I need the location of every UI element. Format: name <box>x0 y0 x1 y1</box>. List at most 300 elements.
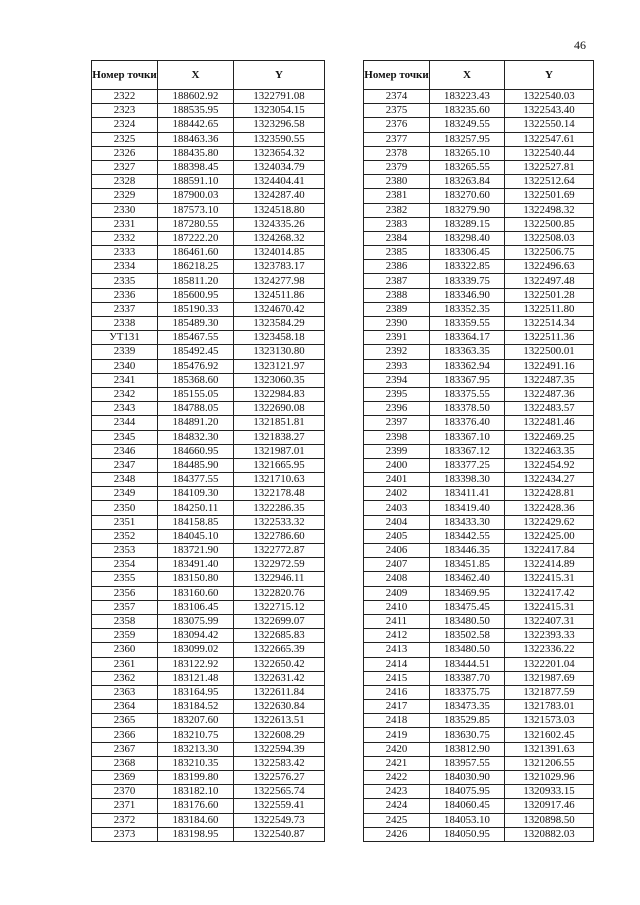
point-number-cell: 2414 <box>364 657 430 671</box>
point-number-cell: 2343 <box>92 402 158 416</box>
y-coordinate-cell: 1322501.28 <box>505 288 594 302</box>
table-row <box>92 671 325 685</box>
point-number-cell: 2329 <box>92 189 158 203</box>
point-number-cell: 2421 <box>364 756 430 770</box>
y-coordinate-cell: 1324335.26 <box>234 217 325 231</box>
table-row <box>364 430 594 444</box>
table-row <box>92 189 325 203</box>
x-coordinate-cell: 188591.10 <box>158 175 234 189</box>
table-row <box>92 458 325 472</box>
column-header-x: X <box>430 61 505 90</box>
y-coordinate-cell: 1322496.63 <box>505 260 594 274</box>
coordinates-table-right <box>363 60 594 842</box>
table-row <box>92 317 325 331</box>
point-number-cell: 2323 <box>92 104 158 118</box>
y-coordinate-cell: 1322407.31 <box>505 614 594 628</box>
x-coordinate-cell: 183122.92 <box>158 657 234 671</box>
x-coordinate-cell: 183121.48 <box>158 671 234 685</box>
table-row <box>92 544 325 558</box>
y-coordinate-cell: 1323060.35 <box>234 373 325 387</box>
table-row <box>92 614 325 628</box>
table-row <box>364 742 594 756</box>
y-coordinate-cell: 1324511.86 <box>234 288 325 302</box>
point-number-cell: 2376 <box>364 118 430 132</box>
point-number-cell: 2379 <box>364 160 430 174</box>
table-row <box>364 813 594 827</box>
y-coordinate-cell: 1323783.17 <box>234 260 325 274</box>
y-coordinate-cell: 1324518.80 <box>234 203 325 217</box>
y-coordinate-cell: 1322498.32 <box>505 203 594 217</box>
table-row <box>364 302 594 316</box>
x-coordinate-cell: 183451.85 <box>430 558 505 572</box>
table-row <box>92 331 325 345</box>
y-coordinate-cell: 1324268.32 <box>234 231 325 245</box>
y-coordinate-cell: 1323584.29 <box>234 317 325 331</box>
point-number-cell: 2405 <box>364 529 430 543</box>
y-coordinate-cell: 1322500.85 <box>505 217 594 231</box>
table-row <box>92 359 325 373</box>
table-row <box>364 799 594 813</box>
table-row <box>364 473 594 487</box>
point-number-cell: 2333 <box>92 246 158 260</box>
table-row <box>364 586 594 600</box>
table-row <box>92 728 325 742</box>
x-coordinate-cell: 187573.10 <box>158 203 234 217</box>
column-header-y: Y <box>505 61 594 90</box>
point-number-cell: 2331 <box>92 217 158 231</box>
table-row <box>364 685 594 699</box>
y-coordinate-cell: 1322611.84 <box>234 685 325 699</box>
y-coordinate-cell: 1324670.42 <box>234 302 325 316</box>
y-coordinate-cell: 1322512.64 <box>505 175 594 189</box>
y-coordinate-cell: 1322685.83 <box>234 629 325 643</box>
point-number-cell: 2357 <box>92 600 158 614</box>
y-coordinate-cell: 1322576.27 <box>234 771 325 785</box>
y-coordinate-cell: 1320882.03 <box>505 827 594 841</box>
point-number-cell: 2338 <box>92 317 158 331</box>
point-number-cell: 2353 <box>92 544 158 558</box>
x-coordinate-cell: 183444.51 <box>430 657 505 671</box>
x-coordinate-cell: 183469.95 <box>430 586 505 600</box>
y-coordinate-cell: 1322511.80 <box>505 302 594 316</box>
point-number-cell: 2383 <box>364 217 430 231</box>
coordinates-table-left <box>91 60 325 842</box>
point-number-cell: 2361 <box>92 657 158 671</box>
y-coordinate-cell: 1322972.59 <box>234 558 325 572</box>
point-number-cell: 2327 <box>92 160 158 174</box>
table-row <box>92 813 325 827</box>
point-number-cell: 2346 <box>92 444 158 458</box>
point-number-cell: 2374 <box>364 90 430 104</box>
point-number-cell: 2324 <box>92 118 158 132</box>
table-row <box>364 104 594 118</box>
table-row <box>92 657 325 671</box>
y-coordinate-cell: 1322594.39 <box>234 742 325 756</box>
x-coordinate-cell: 183213.30 <box>158 742 234 756</box>
table-row <box>364 827 594 841</box>
y-coordinate-cell: 1321665.95 <box>234 458 325 472</box>
point-number-cell: 2344 <box>92 416 158 430</box>
y-coordinate-cell: 1321987.01 <box>234 444 325 458</box>
x-coordinate-cell: 186218.25 <box>158 260 234 274</box>
x-coordinate-cell: 185368.60 <box>158 373 234 387</box>
point-number-cell: 2371 <box>92 799 158 813</box>
x-coordinate-cell: 183957.55 <box>430 756 505 770</box>
y-coordinate-cell: 1322286.35 <box>234 501 325 515</box>
x-coordinate-cell: 186461.60 <box>158 246 234 260</box>
table-row <box>364 728 594 742</box>
point-number-cell: 2403 <box>364 501 430 515</box>
y-coordinate-cell: 1320933.15 <box>505 785 594 799</box>
x-coordinate-cell: 184053.10 <box>430 813 505 827</box>
x-coordinate-cell: 185600.95 <box>158 288 234 302</box>
y-coordinate-cell: 1322463.35 <box>505 444 594 458</box>
column-header-y: Y <box>234 61 325 90</box>
point-number-cell: 2325 <box>92 132 158 146</box>
x-coordinate-cell: 183184.60 <box>158 813 234 827</box>
point-number-cell: 2402 <box>364 487 430 501</box>
x-coordinate-cell: 183387.70 <box>430 671 505 685</box>
x-coordinate-cell: 184045.10 <box>158 529 234 543</box>
y-coordinate-cell: 1321029.96 <box>505 771 594 785</box>
point-number-cell: 2366 <box>92 728 158 742</box>
table-row <box>364 501 594 515</box>
y-coordinate-cell: 1324404.41 <box>234 175 325 189</box>
point-number-cell: 2362 <box>92 671 158 685</box>
x-coordinate-cell: 187222.20 <box>158 231 234 245</box>
table-row <box>364 345 594 359</box>
y-coordinate-cell: 1322540.44 <box>505 146 594 160</box>
y-coordinate-cell: 1322425.00 <box>505 529 594 543</box>
y-coordinate-cell: 1323054.15 <box>234 104 325 118</box>
x-coordinate-cell: 188398.45 <box>158 160 234 174</box>
y-coordinate-cell: 1322508.03 <box>505 231 594 245</box>
y-coordinate-cell: 1321987.69 <box>505 671 594 685</box>
table-row <box>364 217 594 231</box>
y-coordinate-cell: 1322630.84 <box>234 700 325 714</box>
x-coordinate-cell: 183419.40 <box>430 501 505 515</box>
table-row <box>364 756 594 770</box>
point-number-cell: 2390 <box>364 317 430 331</box>
point-number-cell: 2334 <box>92 260 158 274</box>
x-coordinate-cell: 183462.40 <box>430 572 505 586</box>
point-number-cell: 2378 <box>364 146 430 160</box>
point-number-cell: 2369 <box>92 771 158 785</box>
table-row <box>92 444 325 458</box>
x-coordinate-cell: 183473.35 <box>430 700 505 714</box>
y-coordinate-cell: 1322429.62 <box>505 515 594 529</box>
table-row <box>364 288 594 302</box>
point-number-cell: 2389 <box>364 302 430 316</box>
point-number-cell: 2367 <box>92 742 158 756</box>
table-row <box>364 544 594 558</box>
x-coordinate-cell: 183502.58 <box>430 629 505 643</box>
point-number-cell: 2407 <box>364 558 430 572</box>
x-coordinate-cell: 184377.55 <box>158 473 234 487</box>
point-number-cell: 2354 <box>92 558 158 572</box>
table-row <box>92 231 325 245</box>
x-coordinate-cell: 183480.50 <box>430 614 505 628</box>
x-coordinate-cell: 183367.12 <box>430 444 505 458</box>
point-number-cell: 2409 <box>364 586 430 600</box>
table-row <box>92 345 325 359</box>
table-row <box>92 685 325 699</box>
x-coordinate-cell: 183442.55 <box>430 529 505 543</box>
x-coordinate-cell: 183106.45 <box>158 600 234 614</box>
point-number-cell: 2394 <box>364 373 430 387</box>
table-row <box>92 515 325 529</box>
table-row <box>364 132 594 146</box>
point-number-cell: 2336 <box>92 288 158 302</box>
table-row <box>364 714 594 728</box>
x-coordinate-cell: 183164.95 <box>158 685 234 699</box>
table-row <box>364 246 594 260</box>
point-number-cell: 2423 <box>364 785 430 799</box>
y-coordinate-cell: 1324034.79 <box>234 160 325 174</box>
column-header-point: Номер точки <box>92 61 158 90</box>
table-row <box>92 629 325 643</box>
y-coordinate-cell: 1322501.69 <box>505 189 594 203</box>
x-coordinate-cell: 188435.80 <box>158 146 234 160</box>
x-coordinate-cell: 184050.95 <box>430 827 505 841</box>
y-coordinate-cell: 1322336.22 <box>505 643 594 657</box>
x-coordinate-cell: 183346.90 <box>430 288 505 302</box>
x-coordinate-cell: 185811.20 <box>158 274 234 288</box>
point-number-cell: 2412 <box>364 629 430 643</box>
x-coordinate-cell: 183160.60 <box>158 586 234 600</box>
x-coordinate-cell: 183352.35 <box>430 302 505 316</box>
y-coordinate-cell: 1322559.41 <box>234 799 325 813</box>
point-number-cell: 2356 <box>92 586 158 600</box>
table-row <box>364 416 594 430</box>
y-coordinate-cell: 1322481.46 <box>505 416 594 430</box>
y-coordinate-cell: 1322434.27 <box>505 473 594 487</box>
x-coordinate-cell: 183378.50 <box>430 402 505 416</box>
table-row <box>92 373 325 387</box>
table-row <box>364 175 594 189</box>
point-number-cell: 2399 <box>364 444 430 458</box>
table-row <box>364 657 594 671</box>
table-row <box>364 317 594 331</box>
x-coordinate-cell: 183812.90 <box>430 742 505 756</box>
x-coordinate-cell: 183223.43 <box>430 90 505 104</box>
y-coordinate-cell: 1324287.40 <box>234 189 325 203</box>
table-row <box>364 359 594 373</box>
y-coordinate-cell: 1322540.03 <box>505 90 594 104</box>
x-coordinate-cell: 183411.41 <box>430 487 505 501</box>
y-coordinate-cell: 1322417.84 <box>505 544 594 558</box>
table-row <box>92 473 325 487</box>
point-number-cell: 2372 <box>92 813 158 827</box>
x-coordinate-cell: 183289.15 <box>430 217 505 231</box>
point-number-cell: 2377 <box>364 132 430 146</box>
table-row <box>364 572 594 586</box>
table-row <box>364 629 594 643</box>
x-coordinate-cell: 183075.99 <box>158 614 234 628</box>
point-number-cell: 2395 <box>364 387 430 401</box>
table-row <box>92 714 325 728</box>
y-coordinate-cell: 1321877.59 <box>505 685 594 699</box>
x-coordinate-cell: 184788.05 <box>158 402 234 416</box>
point-number-cell: 2342 <box>92 387 158 401</box>
y-coordinate-cell: 1322417.42 <box>505 586 594 600</box>
x-coordinate-cell: 184109.30 <box>158 487 234 501</box>
x-coordinate-cell: 185190.33 <box>158 302 234 316</box>
y-coordinate-cell: 1322201.04 <box>505 657 594 671</box>
x-coordinate-cell: 188463.36 <box>158 132 234 146</box>
point-number-cell: 2391 <box>364 331 430 345</box>
table-row <box>92 430 325 444</box>
column-header-point: Номер точки <box>364 61 430 90</box>
x-coordinate-cell: 183270.60 <box>430 189 505 203</box>
table-row <box>92 274 325 288</box>
y-coordinate-cell: 1322550.14 <box>505 118 594 132</box>
x-coordinate-cell: 183375.75 <box>430 685 505 699</box>
point-number-cell: 2408 <box>364 572 430 586</box>
x-coordinate-cell: 188602.92 <box>158 90 234 104</box>
y-coordinate-cell: 1324277.98 <box>234 274 325 288</box>
y-coordinate-cell: 1322393.33 <box>505 629 594 643</box>
x-coordinate-cell: 184030.90 <box>430 771 505 785</box>
point-number-cell: 2358 <box>92 614 158 628</box>
table-row <box>364 487 594 501</box>
y-coordinate-cell: 1322540.87 <box>234 827 325 841</box>
point-number-cell: 2404 <box>364 515 430 529</box>
x-coordinate-cell: 183306.45 <box>430 246 505 260</box>
x-coordinate-cell: 185155.05 <box>158 387 234 401</box>
table-row <box>364 529 594 543</box>
point-number-cell: 2410 <box>364 600 430 614</box>
y-coordinate-cell: 1323654.32 <box>234 146 325 160</box>
x-coordinate-cell: 183182.10 <box>158 785 234 799</box>
y-coordinate-cell: 1322178.48 <box>234 487 325 501</box>
y-coordinate-cell: 1322549.73 <box>234 813 325 827</box>
x-coordinate-cell: 183398.30 <box>430 473 505 487</box>
x-coordinate-cell: 183359.55 <box>430 317 505 331</box>
table-row <box>92 785 325 799</box>
x-coordinate-cell: 183376.40 <box>430 416 505 430</box>
table-row <box>92 742 325 756</box>
x-coordinate-cell: 185467.55 <box>158 331 234 345</box>
table-row <box>92 402 325 416</box>
y-coordinate-cell: 1322786.60 <box>234 529 325 543</box>
x-coordinate-cell: 184660.95 <box>158 444 234 458</box>
point-number-cell: 2370 <box>92 785 158 799</box>
table-header-row <box>92 61 325 90</box>
x-coordinate-cell: 183721.90 <box>158 544 234 558</box>
table-row <box>92 529 325 543</box>
y-coordinate-cell: 1322454.92 <box>505 458 594 472</box>
y-coordinate-cell: 1322608.29 <box>234 728 325 742</box>
table-row <box>92 558 325 572</box>
table-row <box>364 274 594 288</box>
y-coordinate-cell: 1321573.03 <box>505 714 594 728</box>
point-number-cell: 2351 <box>92 515 158 529</box>
table-row <box>92 288 325 302</box>
point-number-cell: 2330 <box>92 203 158 217</box>
y-coordinate-cell: 1322984.83 <box>234 387 325 401</box>
x-coordinate-cell: 184832.30 <box>158 430 234 444</box>
y-coordinate-cell: 1321851.81 <box>234 416 325 430</box>
table-row <box>92 246 325 260</box>
y-coordinate-cell: 1322650.42 <box>234 657 325 671</box>
table-row <box>364 785 594 799</box>
x-coordinate-cell: 183363.35 <box>430 345 505 359</box>
x-coordinate-cell: 183257.95 <box>430 132 505 146</box>
x-coordinate-cell: 184485.90 <box>158 458 234 472</box>
table-header-row <box>364 61 594 90</box>
point-number-cell: 2401 <box>364 473 430 487</box>
y-coordinate-cell: 1322665.39 <box>234 643 325 657</box>
y-coordinate-cell: 1321206.55 <box>505 756 594 770</box>
x-coordinate-cell: 183176.60 <box>158 799 234 813</box>
point-number-cell: 2360 <box>92 643 158 657</box>
table-row <box>92 416 325 430</box>
y-coordinate-cell: 1322533.32 <box>234 515 325 529</box>
table-row <box>92 387 325 401</box>
table-row <box>364 118 594 132</box>
table-row <box>364 614 594 628</box>
point-number-cell: 2413 <box>364 643 430 657</box>
y-coordinate-cell: 1322631.42 <box>234 671 325 685</box>
x-coordinate-cell: 183207.60 <box>158 714 234 728</box>
point-number-cell: 2349 <box>92 487 158 501</box>
y-coordinate-cell: 1322487.35 <box>505 373 594 387</box>
point-number-cell: 2419 <box>364 728 430 742</box>
x-coordinate-cell: 183446.35 <box>430 544 505 558</box>
y-coordinate-cell: 1321783.01 <box>505 700 594 714</box>
x-coordinate-cell: 183265.10 <box>430 146 505 160</box>
table-row <box>92 600 325 614</box>
table-row <box>364 402 594 416</box>
point-number-cell: 2417 <box>364 700 430 714</box>
point-number-cell: 2382 <box>364 203 430 217</box>
x-coordinate-cell: 185476.92 <box>158 359 234 373</box>
point-number-cell: 2400 <box>364 458 430 472</box>
point-number-cell: 2397 <box>364 416 430 430</box>
table-row <box>364 671 594 685</box>
y-coordinate-cell: 1324014.85 <box>234 246 325 260</box>
y-coordinate-cell: 1322506.75 <box>505 246 594 260</box>
point-number-cell: 2350 <box>92 501 158 515</box>
point-number-cell: 2352 <box>92 529 158 543</box>
point-number-cell: 2396 <box>364 402 430 416</box>
page-number: 46 <box>574 38 586 52</box>
point-number-cell: 2422 <box>364 771 430 785</box>
y-coordinate-cell: 1322487.36 <box>505 387 594 401</box>
point-number-cell: 2418 <box>364 714 430 728</box>
x-coordinate-cell: 183367.95 <box>430 373 505 387</box>
x-coordinate-cell: 183210.35 <box>158 756 234 770</box>
y-coordinate-cell: 1323296.58 <box>234 118 325 132</box>
point-number-cell: 2328 <box>92 175 158 189</box>
point-number-cell: 2385 <box>364 246 430 260</box>
point-number-cell: 2373 <box>92 827 158 841</box>
y-coordinate-cell: 1321838.27 <box>234 430 325 444</box>
x-coordinate-cell: 187900.03 <box>158 189 234 203</box>
y-coordinate-cell: 1322690.08 <box>234 402 325 416</box>
y-coordinate-cell: 1323130.80 <box>234 345 325 359</box>
x-coordinate-cell: 183150.80 <box>158 572 234 586</box>
x-coordinate-cell: 183433.30 <box>430 515 505 529</box>
x-coordinate-cell: 183475.45 <box>430 600 505 614</box>
y-coordinate-cell: 1322791.08 <box>234 90 325 104</box>
x-coordinate-cell: 184075.95 <box>430 785 505 799</box>
table-row <box>364 203 594 217</box>
x-coordinate-cell: 183339.75 <box>430 274 505 288</box>
point-number-cell: 2326 <box>92 146 158 160</box>
x-coordinate-cell: 183377.25 <box>430 458 505 472</box>
